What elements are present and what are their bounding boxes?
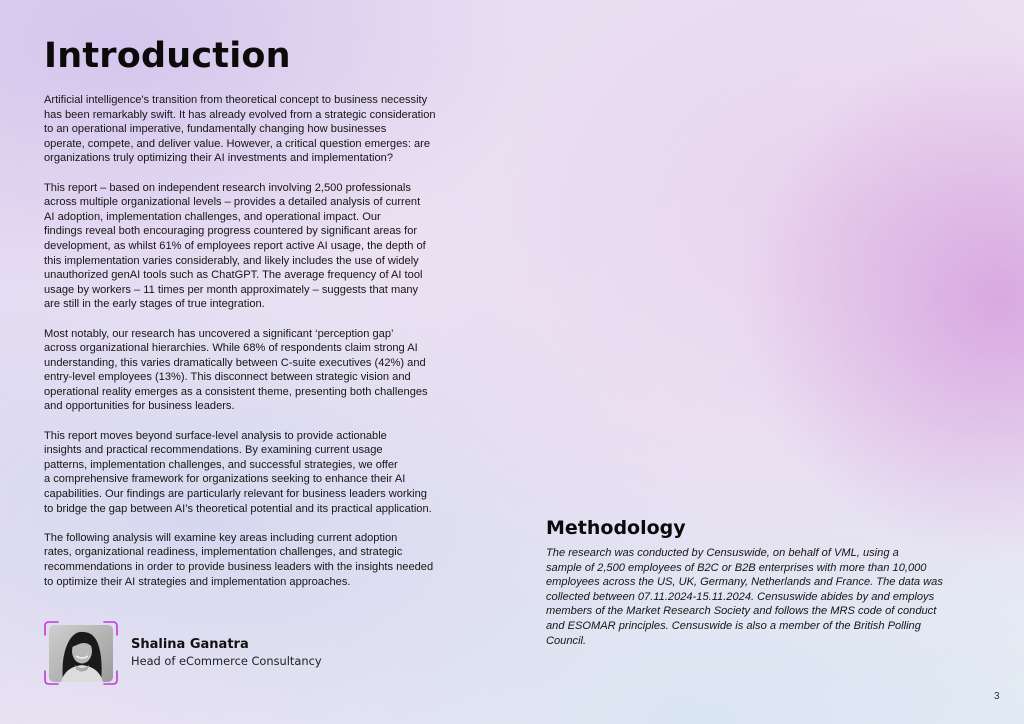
page-title: Introduction: [44, 36, 291, 76]
page-number: 3: [994, 691, 1000, 702]
author-role: Head of eCommerce Consultancy: [131, 654, 322, 668]
author-card: [44, 621, 364, 687]
intro-paragraph: This report – based on independent research involving 2,500 professionals across multiple organizational levels – provides a detailed analysis of current AI adoption, implementation challenges, and operational impact. Our findings reveal both encouraging progress countered by significant areas for development, as whilst 61% of employees report active AI usage, the depth of this implementation varies considerably, and likely includes the use of widely unauthorized genAI tools such as ChatGPT. The average frequency of AI tool usage by workers – 11 times per month approximately – suggests that many are still in the early stages of true integration.: [44, 181, 426, 311]
methodology-title: Methodology: [546, 517, 686, 539]
portrait-photo-icon: [49, 625, 113, 682]
intro-paragraph: Most notably, our research has uncovered a significant ‘perception gap’ across organizational hierarchies. While 68% of respondents claim strong AI understanding, this varies dramatically between C-suite executives (42%) and entry-level employees (13%). This disconnect between strategic vision and operational reality emerges as a consistent theme, presenting both challenges and opportunities for business leaders.: [44, 327, 428, 413]
methodology-text: The research was conducted by Censuswide, on behalf of VML, using a sample of 2,500 employees of B2C or B2B enterprises with more than 10,000 employees across the US, UK, Germany, Netherlands and France. The data was collected between 07.11.2024-15.11.2024. Censuswide abides by and employs members of the Market Research Society and follows the MRS code of conduct and ESOMAR principles. Censuswide is also a member of the British Polling Council.: [546, 547, 943, 647]
intro-paragraph: Artificial intelligence's transition from theoretical concept to business necessity has been remarkably swift. It has already evolved from a strategic consideration to an operational imperative, fundamentally changing how businesses operate, compete, and deliver value. However, a critical question emerges: are organizations truly optimizing their AI investments and implementation?: [44, 94, 436, 165]
introduction-body: [44, 93, 484, 604]
author-name: Shalina Ganatra: [131, 637, 249, 652]
author-photo: [49, 625, 113, 682]
intro-paragraph: The following analysis will examine key areas including current adoption rates, organizational readiness, implementation challenges, and strategic recommendations in order to provide business leaders with the insights needed to optimize their AI strategies and implementation approaches.: [44, 531, 434, 588]
intro-paragraph: This report moves beyond surface-level analysis to provide actionable insights and practical recommendations. By examining current usage patterns, implementation challenges, and successful strategies, we offer a comprehensive framework for organizations seeking to enhance their AI capabilities. Our findings are particularly relevant for business leaders working to bridge the gap between AI’s theoretical potential and its practical application.: [44, 429, 432, 515]
